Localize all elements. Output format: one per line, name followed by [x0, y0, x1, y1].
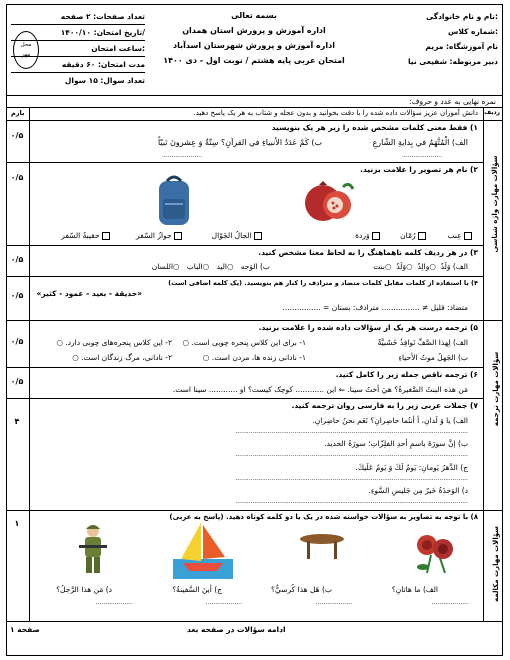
class-number: شماره کلاس:: [448, 27, 498, 36]
q4-title: ۴) با استفاده از کلمات مقابل کلمات متضاد و مترادف را کنار هم بنویسید. (یک کلمه اضافی است): [168, 279, 478, 287]
q8-score: ۱: [14, 519, 20, 528]
q8-question-d: د) مَن هذا الرَّجلُ؟: [56, 585, 112, 594]
exam-title: امتحان عربی پایه هشتم / نوبت اول - دی ۱۴۰۰: [163, 56, 345, 65]
q5-score: ۰/۵: [10, 337, 24, 346]
q3-row-b: ب) الوَجه ○الید ○الباب ○اللسان: [151, 262, 270, 271]
q1-score: ۰/۵: [10, 131, 24, 140]
radio-icon: ○: [182, 338, 190, 347]
q3-score: ۰/۵: [10, 255, 24, 264]
q8-question-b: ب) هَل هذا كُرسيٌّ؟: [271, 585, 332, 594]
footer-page-number: صفحه ۱: [10, 625, 40, 634]
department-1: اداره آموزش و پرورش استان همدان: [182, 26, 326, 35]
q2-option-right-3[interactable]: وَردة: [355, 231, 380, 240]
footer-continue: ادامه سؤالات در صفحه بعد: [187, 625, 286, 634]
table-image: [297, 533, 347, 561]
radio-icon[interactable]: ○: [429, 262, 436, 271]
q5-a-option-2[interactable]: ۲- این کلاس پنجره‌های چوبی دارد. ○: [56, 338, 172, 347]
teacher-name: دبیر مربوطه: شفیعی نیا: [407, 57, 498, 66]
student-name: نام و نام خانوادگی:: [426, 12, 498, 21]
q7-answer-d[interactable]: ..........................................................................................................................: [235, 498, 468, 505]
radio-icon[interactable]: ○: [384, 262, 392, 271]
q1-answer-b[interactable]: .....................: [161, 152, 202, 159]
backpack-image: [153, 173, 195, 229]
q1-item-a: الف) الْمُتَّهَمُ في بِدايةِ الشّارعِ: [372, 138, 468, 147]
q5-item-a: الف) لِهذا الصَّفِّ نَوافِذُ خَشَبيَّةٌ: [377, 338, 468, 347]
radio-icon: ○: [72, 353, 79, 362]
section-vocab-label: سؤالات مهارت واژه شناسی: [491, 155, 499, 253]
radio-icon[interactable]: ○: [406, 262, 413, 271]
intro-text: دانش آموزان عزیز سؤالات داده شده را با دقت بخوانید و بدون عجله و شتاب به هر یک پاسخ دهید.: [193, 109, 478, 117]
exam-duration: مدت امتحان: ۶۰ دقیقه: [11, 57, 145, 73]
student-info: [363, 9, 498, 69]
radio-icon: ○: [56, 338, 63, 347]
q2-option-right-2[interactable]: رُمّان: [400, 231, 426, 240]
exam-time: ساعت امتحان:: [11, 41, 145, 57]
q8-answer-c[interactable]: ...................: [205, 599, 242, 606]
q2-option-left-1[interactable]: الجالُ الجَوّال: [212, 231, 262, 240]
q6-score: ۰/۵: [10, 377, 24, 386]
section-translation-label: سؤالات مهارت ترجمه: [492, 351, 500, 427]
pomegranate-image: [297, 177, 357, 225]
exam-title-block: [147, 8, 361, 68]
checkbox-icon[interactable]: [174, 232, 182, 240]
q7-line-c: ج) الدَّهرُ يَومانِ: يَومٌ لَكَ وَ يَومٌ عَلَيكَ.: [355, 463, 468, 472]
q3-row-a: الف) وَلَدٌ ○والِدٌ ○وَلَدٌ ○بنت: [373, 262, 468, 271]
stamp-oval: محل مهر: [13, 31, 39, 69]
checkbox-icon[interactable]: [372, 232, 380, 240]
q7-title: ۷) جملات عربی زیر را به فارسی روان ترجمه کنید.: [291, 401, 478, 410]
q7-answer-a[interactable]: ..........................................................................................................................: [235, 428, 468, 435]
checkbox-icon[interactable]: [254, 232, 262, 240]
school-name: نام آموزشگاه: مریم: [425, 42, 498, 51]
q1-answer-a[interactable]: .....................: [401, 152, 442, 159]
q5-a-option-1[interactable]: ۱- برای این کلاس پنجره چوبی است. ○: [182, 338, 306, 347]
col-row-label: ردیف: [484, 109, 500, 116]
q4-score: ۰/۵: [10, 291, 24, 300]
question-count: تعداد سوال: ۱۵ سوال: [64, 76, 145, 85]
soldier-image: [73, 523, 113, 575]
q7-line-b: ب) إنَّ سورَةَ باسمِ أحدِ الفلِزّاتِ؛ سورَةُ الحديد.: [324, 439, 468, 448]
final-score-label: نمره نهایی به عدد و حروف:: [409, 97, 496, 106]
bismillah: بسمه تعالی: [231, 11, 277, 20]
sailboat-image: [173, 519, 233, 579]
q7-line-d: د) الوَحدَةُ خَيرٌ مِن جَليسِ السَّوءِ.: [368, 486, 468, 495]
q7-line-a: الف) يا وَ لَدانِ، أ أنتُما حاضِرانِ؟ نَعَم نحنُ حاضِرانِ.: [312, 416, 468, 425]
page-count: تعداد صفحات: ۲ صفحه: [11, 9, 145, 25]
col-score-label: بارم: [11, 109, 25, 117]
radio-icon[interactable]: ○: [227, 262, 234, 271]
q7-score: ۴: [14, 417, 20, 426]
q8-question-a: الف) ما هاتانِ؟: [391, 585, 438, 594]
exam-date: تاریخ امتحان: ۱۴۰۰/۱۰/: [11, 25, 145, 41]
q5-item-b: ب) الجَهلُ موتُ الأحياءِ: [398, 353, 468, 362]
exam-header: [7, 5, 502, 96]
q2-title: ۲) نام هر تصویر را علامت بزنید.: [360, 165, 478, 174]
q5-title: ۵) ترجمه درست هر یک از سؤالات داده شده را علامت بزنید.: [258, 323, 478, 332]
checkbox-icon[interactable]: [464, 232, 472, 240]
q1-title: ۱) فقط معنی کلمات مشخص شده را زیر هر یک بنویسید: [271, 123, 478, 132]
checkbox-icon[interactable]: [102, 232, 110, 240]
q4-words: «حدیقة - بعید - عمود - کثیر»: [36, 289, 142, 298]
department-2: اداره آموزش و پرورش شهرستان اسدآباد: [173, 41, 335, 50]
q2-option-right-1[interactable]: عِنب: [448, 231, 473, 240]
radio-icon: ○: [202, 353, 210, 362]
q3-title: ۳) در هر ردیف کلمه ناهماهنگ را به لحاظ معنا مشخص کنید.: [258, 248, 478, 257]
radio-icon[interactable]: ○: [202, 262, 210, 271]
q7-answer-b[interactable]: ..........................................................................................................................: [235, 451, 468, 458]
q8-question-c: ج) أينَ السَّفينةُ؟: [172, 585, 222, 594]
q1-item-b: ب) كَمْ عَدَدُ الأنبياءِ في القرآنِ؟ سِتّةٌ وَ عِشرونَ نَبيّاً: [157, 138, 322, 147]
q5-b-option-1[interactable]: ۱- نادانی زنده ها، مردن است. ○: [202, 353, 306, 362]
q7-answer-c[interactable]: ..........................................................................................................................: [235, 475, 468, 482]
q2-option-left-3[interactable]: حقيبةُ السّفر: [61, 231, 110, 240]
checkbox-icon[interactable]: [418, 232, 426, 240]
radio-icon[interactable]: ○: [173, 262, 180, 271]
q2-score: ۰/۵: [10, 173, 24, 182]
roses-image: [409, 525, 459, 575]
q8-answer-a[interactable]: ...................: [431, 599, 468, 606]
section-conversation-label: سؤالات مهارت مکالمه: [492, 525, 500, 603]
exam-page: [6, 4, 503, 656]
q8-answer-b[interactable]: ...................: [315, 599, 352, 606]
q5-b-option-2[interactable]: ۲- نادانی، مرگ زندگان است. ○: [72, 353, 172, 362]
q2-option-left-2[interactable]: جوازُ السّفر: [136, 231, 182, 240]
q6-title: ۶) ترجمه ناقص جمله زیر را کامل کنید.: [335, 370, 478, 379]
q4-answer-line[interactable]: متضاد: قلیل ≠ ................ مترادف: بستان = ................: [282, 303, 468, 312]
q6-text[interactable]: مَن هذه البنتُ الصَّغيرةُ؟ هيَ أختُ سینا. ⇐ این ............ کوچک کیست؟ او ............ سینا است.: [172, 385, 468, 394]
q8-answer-d[interactable]: ...................: [95, 599, 132, 606]
q8-title: ۸) با توجه به تصاویر به سؤالات خواسته شده در یک یا دو کلمه کوتاه دهید. (پاسخ به عربی): [169, 513, 478, 521]
